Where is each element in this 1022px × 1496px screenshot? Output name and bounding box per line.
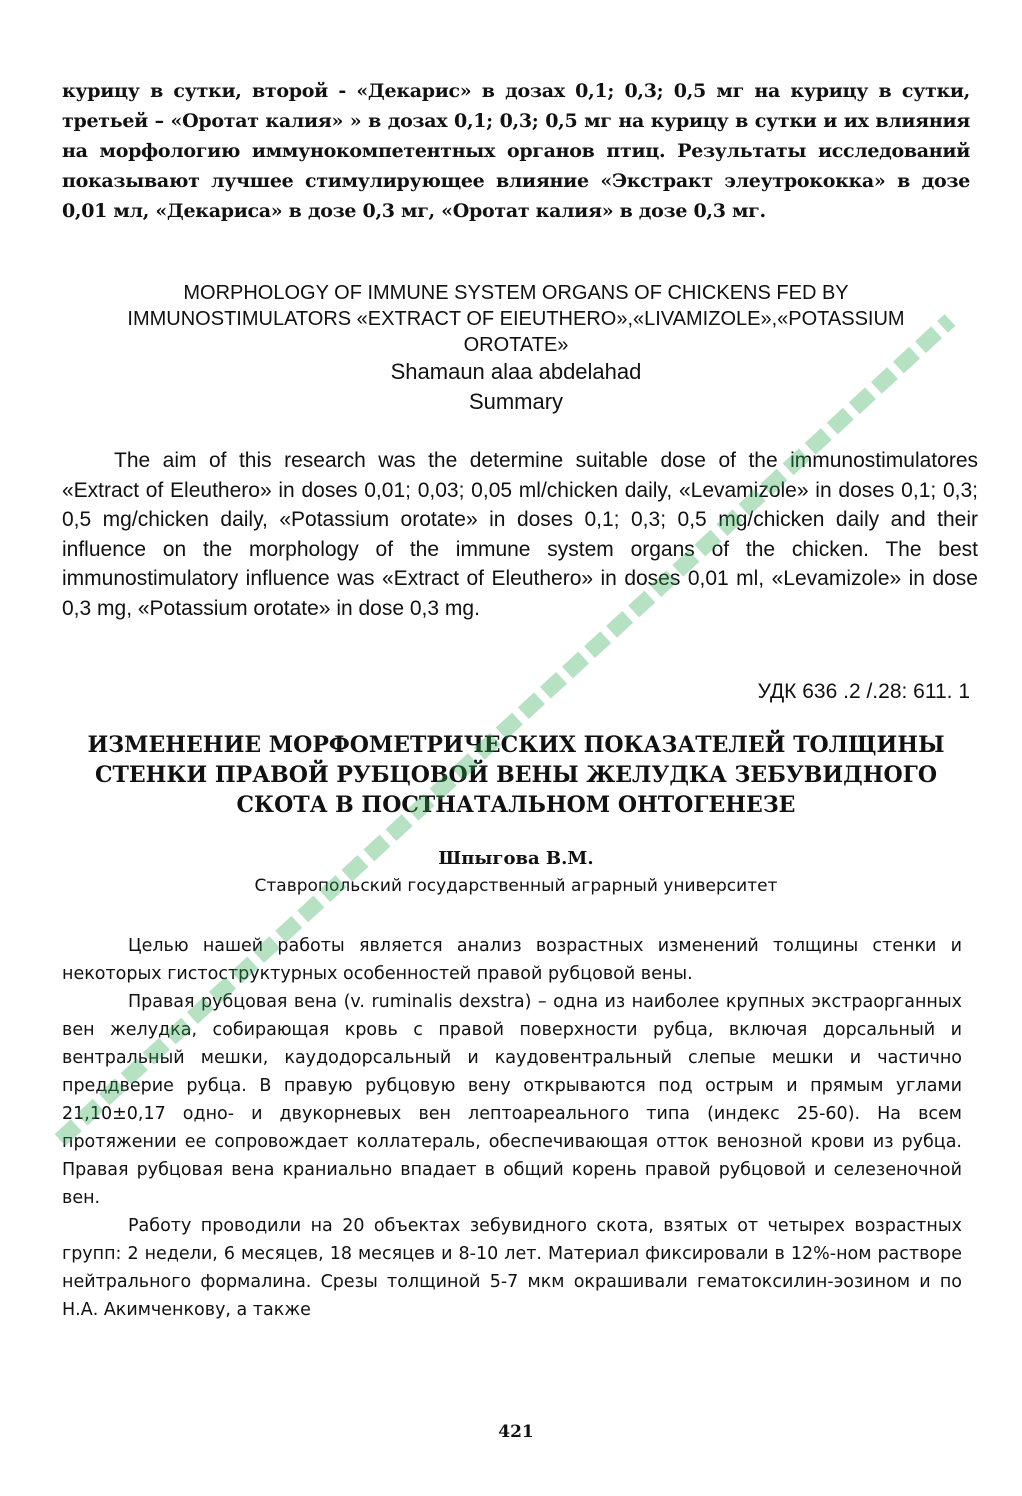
- article-affiliation: Ставропольский государственный аграрный университет: [254, 876, 778, 896]
- article-title-line-2: СТЕНКИ ПРАВОЙ РУБЦОВОЙ ВЕНЫ ЖЕЛУДКА ЗЕБУВИДНОГО: [94, 762, 938, 788]
- article-title: [62, 730, 970, 820]
- article-author: Шпыгова В.М.: [438, 848, 594, 869]
- page-number: 421: [498, 1422, 534, 1442]
- english-title-line-2: IMMUNOSTIMULATORS «EXTRACT OF EIEUTHERO»,«LIVAMIZOLE»,«POTASSIUM: [127, 308, 905, 330]
- udk-code: УДК 636 .2 /.28: 611. 1: [757, 680, 970, 703]
- english-summary-text: The aim of this research was the determine suitable dose of the immunostimulatores «Extract of Eleuthero» in doses 0,01; 0,03; 0,05 ml/chicken daily, «Levamizole» in doses 0,1; 0,3; 0,5 mg/chicken daily, «Potassium orotate» in doses 0,1; 0,3; 0,5 mg/chicken daily and their influence on the morphology of the immune system organs of the chicken. The best immunostimulatory influence was «Extract of Eleuthero» in doses 0,01 ml, «Levamizole» in dose 0,3 mg, «Potassium orotate» in dose 0,3 mg.: [62, 449, 978, 620]
- article-paragraph-1: Целью нашей работы является анализ возрастных изменений толщины стенки и некоторых гистоструктурных особенностей правой рубцовой вены.: [62, 936, 962, 984]
- english-title-line-3: OROTATE»: [463, 334, 569, 356]
- english-summary-title: [62, 280, 970, 358]
- article-paragraph-2: Правая рубцовая вена (v. ruminalis dexstra) – одна из наиболее крупных экстраорганных вен желудка, собирающая кровь с правой поверхности рубца, включая дорсальный и вентральный мешки, каудодорсальный и каудовентральный слепые мешки и частично преддверие рубца. В правую рубцовую вену открываются под острым и прямым углами 21,10±0,17 одно- и двукорневых вен лептоареального типа (индекс 25-60). На всем протяжении ее сопровождает коллатераль, обеспечивающая отток венозной крови из рубца. Правая рубцовая вена краниально впадает в общий корень правой рубцовой и селезеночной вен.: [62, 992, 962, 1208]
- english-summary-author: Shamaun alaa abdelahad: [390, 359, 642, 384]
- previous-article-conclusion: курицу в сутки, второй - «Декарис» в дозах 0,1; 0,3; 0,5 мг на курицу в сутки, третьей – «Оротат калия» » в дозах 0,1; 0,3; 0,5 мг на курицу в сутки и их влияния на морфологию иммунокомпетентных органов птиц. Результаты исследований показывают лучшее стимулирующее влияние «Экстракт элеутрококка» в дозе 0,01 мл, «Декариса» в дозе 0,3 мг, «Оротат калия» в дозе 0,3 мг.: [62, 80, 970, 222]
- english-summary-heading: Summary: [468, 389, 564, 414]
- article-title-line-3: СКОТА В ПОСТНАТАЛЬНОМ ОНТОГЕНЕЗЕ: [236, 792, 796, 818]
- article-title-line-1: ИЗМЕНЕНИЕ МОРФОМЕТРИЧЕСКИХ ПОКАЗАТЕЛЕЙ ТОЛЩИНЫ: [87, 732, 945, 758]
- english-title-line-1: MORPHOLOGY OF IMMUNE SYSTEM ORGANS OF CHICKENS FED BY: [183, 282, 849, 304]
- article-body: [62, 932, 962, 1324]
- article-paragraph-3: Работу проводили на 20 объектах зебувидного скота, взятых от четырех возрастных групп: 2 недели, 6 месяцев, 18 месяцев и 8-10 лет. Материал фиксировали в 12%-ном растворе нейтрального формалина. Срезы толщиной 5-7 мкм окрашивали гематоксилин-эозином и по Н.А. Акимченкову, а также: [62, 1216, 962, 1320]
